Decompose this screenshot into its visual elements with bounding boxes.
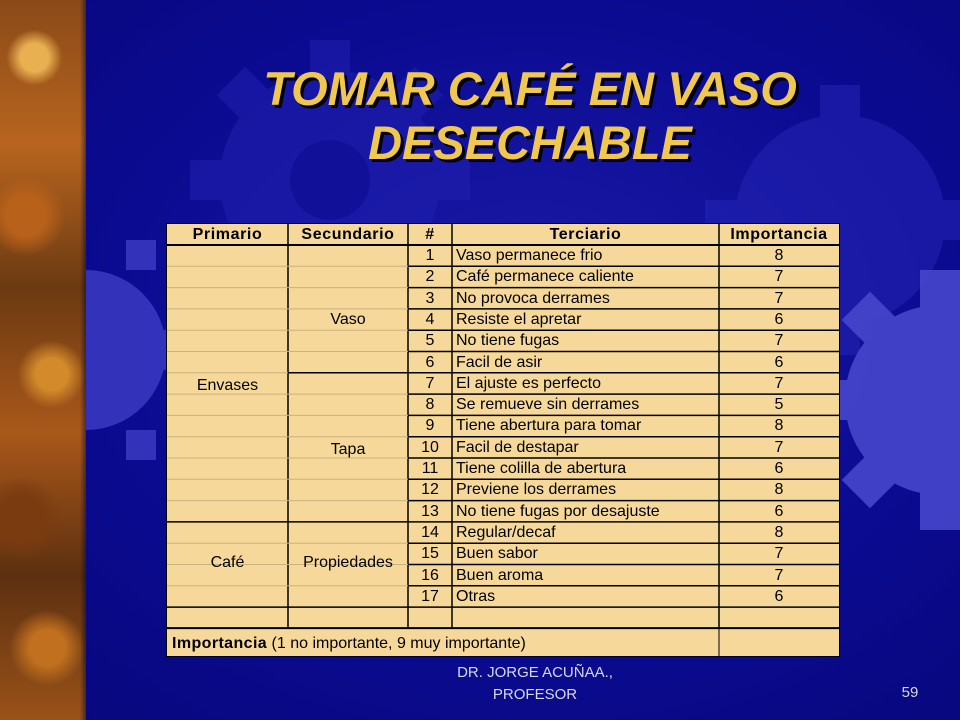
row-importancia: 7 — [774, 438, 784, 456]
header-importancia: Importancia — [730, 226, 828, 243]
row-importancia: 6 — [774, 502, 784, 520]
header-num: # — [425, 226, 435, 243]
row-importancia: 8 — [774, 481, 784, 499]
row-terciario: Café permanece caliente — [456, 268, 634, 286]
slide-title-line2: DESECHABLE — [368, 116, 692, 169]
row-importancia: 6 — [774, 310, 784, 328]
author-name: DR. JORGE ACUÑAA., — [457, 664, 613, 681]
slide-title — [150, 62, 910, 170]
header-secundario: Secundario — [301, 226, 395, 243]
row-number: 11 — [421, 460, 439, 477]
row-number: 13 — [421, 502, 439, 520]
importance-table — [166, 223, 840, 657]
row-importancia: 8 — [774, 417, 784, 435]
row-number: 2 — [425, 268, 435, 286]
row-terciario: Regular/decaf — [456, 523, 556, 541]
secondary-group-label: Vaso — [330, 310, 366, 328]
row-number: 3 — [425, 289, 435, 307]
row-terciario: Otras — [456, 587, 496, 605]
decorative-side-strip — [0, 0, 86, 720]
page-number: 59 — [901, 684, 919, 701]
row-importancia: 7 — [774, 566, 784, 584]
row-terciario: No provoca derrames — [456, 289, 610, 307]
row-terciario: El ajuste es perfecto — [456, 374, 601, 392]
row-importancia: 7 — [774, 374, 784, 392]
row-number: 5 — [425, 332, 435, 350]
row-number: 16 — [421, 566, 439, 584]
row-importancia: 7 — [774, 332, 784, 350]
row-terciario: Resiste el apretar — [456, 310, 582, 328]
row-importancia: 6 — [774, 353, 784, 371]
secondary-group-label: Tapa — [330, 440, 366, 458]
importance-legend-label: Importancia — [172, 635, 268, 653]
importance-legend — [172, 633, 712, 654]
row-terciario: Tiene abertura para tomar — [456, 417, 642, 435]
row-terciario: Facil de destapar — [456, 438, 579, 456]
row-importancia: 6 — [774, 460, 784, 477]
row-terciario: Vaso permanece frio — [456, 247, 603, 264]
row-number: 8 — [425, 396, 435, 414]
row-terciario: Se remueve sin derrames — [456, 396, 640, 414]
primary-group-label: Envases — [196, 376, 259, 394]
importance-legend-text: (1 no importante, 9 muy importante) — [267, 635, 526, 653]
row-importancia: 8 — [774, 247, 784, 264]
slide-title-line1: TOMAR CAFÉ EN VASO — [263, 62, 797, 115]
row-terciario: Tiene colilla de abertura — [456, 460, 627, 477]
row-number: 17 — [421, 587, 439, 605]
row-terciario: Facil de asir — [456, 353, 543, 371]
row-importancia: 8 — [774, 523, 784, 541]
footer-author — [390, 662, 680, 706]
row-terciario: Buen aroma — [456, 566, 544, 584]
row-number: 7 — [425, 374, 435, 392]
row-number: 10 — [421, 438, 439, 456]
secondary-group-label: Propiedades — [303, 553, 393, 571]
author-title: PROFESOR — [492, 686, 578, 703]
row-terciario: No tiene fugas por desajuste — [456, 502, 660, 520]
row-terciario: No tiene fugas — [456, 332, 560, 350]
row-terciario: Buen sabor — [456, 545, 538, 563]
row-number: 4 — [425, 310, 435, 328]
row-importancia: 7 — [774, 268, 784, 286]
row-number: 15 — [421, 545, 439, 563]
row-importancia: 6 — [774, 587, 784, 605]
row-number: 9 — [425, 417, 435, 435]
row-number: 12 — [421, 481, 439, 499]
row-number: 14 — [421, 523, 439, 541]
header-primario: Primario — [192, 226, 263, 243]
header-terciario: Terciario — [549, 226, 622, 243]
primary-group-label: Café — [210, 553, 245, 571]
gear-icon — [86, 180, 176, 520]
row-terciario: Previene los derrames — [456, 481, 617, 499]
row-number: 1 — [425, 247, 435, 264]
row-importancia: 5 — [774, 396, 784, 414]
row-number: 6 — [425, 353, 435, 371]
gear-icon — [820, 250, 960, 550]
row-importancia: 7 — [774, 289, 784, 307]
row-importancia: 7 — [774, 545, 784, 563]
